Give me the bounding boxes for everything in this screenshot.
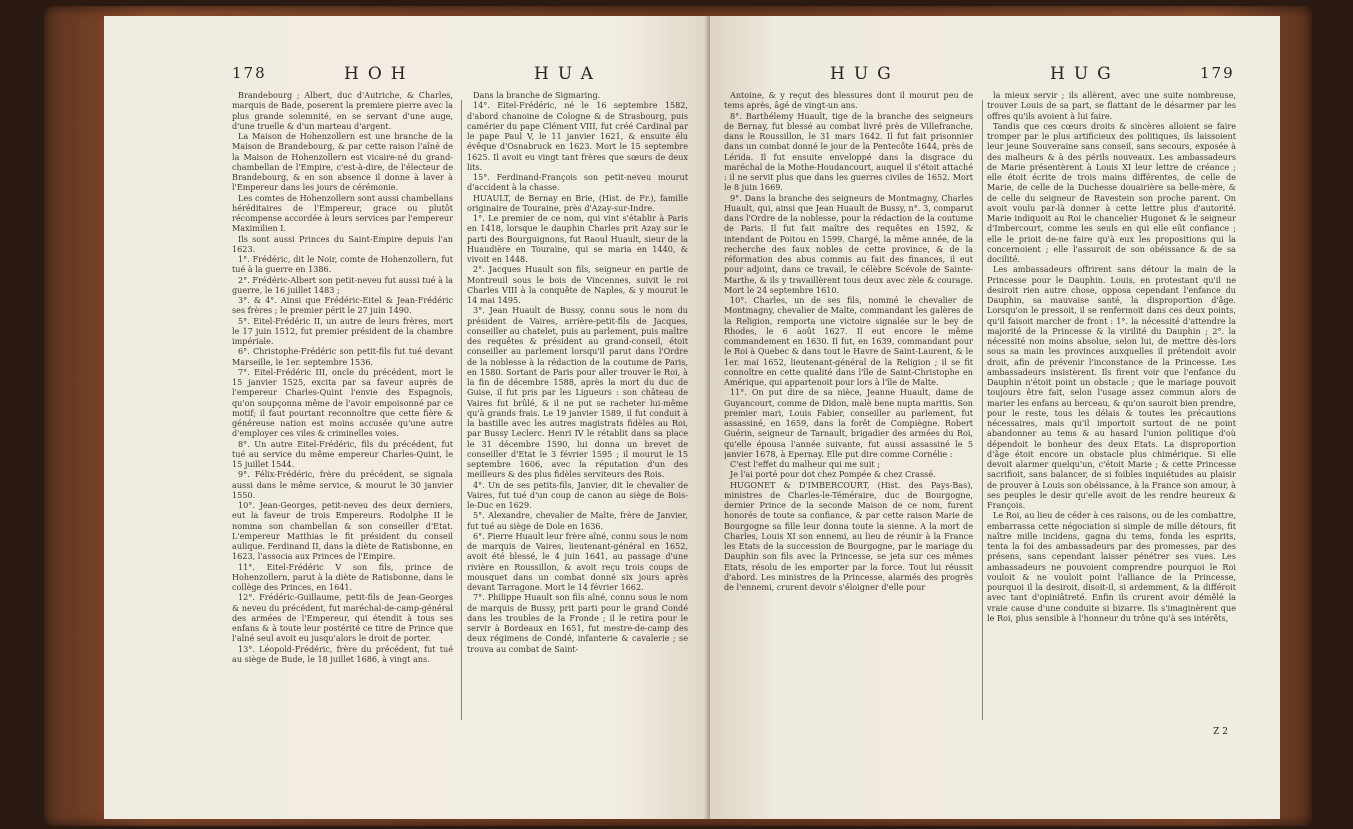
left-page [104, 16, 710, 819]
paragraph: 2°. Jacques Huault son fils, seigneur en partie de Montreuil sous le bois de Vincennes, suivit le roi Charles VIII à la conquête de Naples, & y mourut le 14 mai 1495. [467, 264, 688, 305]
left-column-2 [467, 90, 688, 730]
paragraph: 14°. Eitel-Frédéric, né le 16 septembre 1582, d'abord chanoine de Cologne & de Strasbourg, puis camérier du pape Clément VIII, fut créé Cardinal par le pape Paul V, le 11 janvier 1621, & ensuite élu évêque d'Osnabruck en 1623. Mort le 15 septembre 1625. Il avoit eu vingt tant frères que sœurs de deux lits. [467, 100, 688, 172]
paragraph: Antoine, & y reçut des blessures dont il mourut peu de tems après, âgé de vingt-un ans. [724, 90, 973, 111]
left-page-number: 178 [232, 64, 267, 82]
paragraph: 8°. Un autre Eitel-Frédéric, fils du précédent, fut tué au service du même empereur Charles-Quint, le 15 juillet 1544. [232, 438, 453, 469]
paragraph: HUGONET & D'IMBERCOURT, (Hist. des Pays-Bas), ministres de Charles-le-Téméraire, duc de Bourgogne, dernier Prince de la seconde Maison de ce nom, furent honorés de toute sa confiance, & par cette raison Marie de Bourgogne sa fille leur donna toute la sienne. A la mort de Charles, Louis XI son ennemi, au lieu de réunir à la France les Etats de la succession de Bourgogne, par le mariage du Dauphin son fils avec la Princesse, se jeta sur ces mêmes Etats, résolu de les emporter par la force. Tout lui réussit d'abord. Les ministres de la Princesse, alarmés des progrès de l'ennemi, crurent devoir s'éloigner d'elle pour [724, 479, 973, 592]
right-running-head-1: HUG [830, 64, 900, 84]
right-page [710, 16, 1280, 819]
right-page-number: 179 [1200, 64, 1235, 82]
paragraph: 12°. Frédéric-Guillaume, petit-fils de Jean-Georges & neveu du précédent, fut maréchal-de-camp-général des armées de l'Empereur, qui étendit à tous ses enfans & à toute leur postérité ce titre de Prince que l'aîné seul avoit eu jusqu'alors le droit de porter. [232, 592, 453, 644]
paragraph: 5°. Eitel-Frédéric II, un autre de leurs frères, mort le 17 juin 1512, fut premier président de la chambre impériale. [232, 315, 453, 346]
paragraph: 3°. & 4°. Ainsi que Frédéric-Eitel & Jean-Frédéric ses frères ; le premier périt le 27 juin 1490. [232, 295, 453, 316]
paragraph: Le Roi, au lieu de céder à ces raisons, ou de les combattre, embarrassa cette négociation si simple de mille détours, fit naître mille incidens, gagna du tems, fonda les esprits, tenta la foi des ambassadeurs par des promesses, par des présens, sans cependant laisser pénétrer ses vues. Les ambassadeurs ne pouvoient comprendre pourquoi le Roi vouloit & ne vouloit point l'alliance de la Princesse, pourquoi il la desiroit, disoit-il, si ardemment, & la différoit avec tant d'opiniâtreté. Enfin ils crurent avoir démêlé la vraie cause d'une conduite si bizarre. Ils s'imaginèrent que le Roi, plus sensible à l'honneur du trône qu'à ses intérêts, [987, 510, 1236, 623]
paragraph: Les ambassadeurs offrirent sans détour la main de la Princesse pour le Dauphin. Louis, en protestant qu'il ne desiroit rien autre chose, opposa cependant l'enfance du Dauphin, sa mauvaise santé, la disproportion d'âge. Lorsqu'on le pressoit, il se renfermoit dans ces deux points, qu'il faisoit marcher de front : 1°. la nécessité d'attendre la majorité de la Princesse & la virilité du Dauphin ; 2°. la nécessité non moins absolue, selon lui, de mettre dès-lors sous sa main les provinces auxquelles il prétendoit avoir droit, afin de prévenir l'inconstance de la Princesse. Les ambassadeurs insistèrent. Ils firent voir que l'enfance du Dauphin n'étoit point un obstacle ; que le mariage pouvoit toujours être fait, selon l'usage assez commun alors de marier les enfans au berceau, & qu'on sauroit bien prendre, pour le reste, tous les délais & toutes les précautions nécessaires, mais qu'il importoit surtout de ne point abandonner au tems & au hasard l'union politique d'où dépendoit le bonheur des deux Etats. La disproportion d'âge étoit encore un obstacle plus chimérique. Si elle devoit alarmer quelqu'un, c'étoit Marie ; & cette Princesse sacrifioit, sans balancer, de si foibles inquiétudes au plaisir de prouver à Louis son obéissance, à la France son amour, à ses peuples le desir qu'elle avoit de les rendre heureux & François. [987, 264, 1236, 510]
paragraph: 11°. On put dire de sa nièce, Jeanne Huault, dame de Guyancourt, comme de Didon, malè bene nupta maritis. Son premier mari, Louis Fabier, conseiller au parlement, fut assassiné, en 1659, dans la forêt de Compiègne. Robert Guérin, seigneur de Tarnault, brigadier des armées du Roi, qu'elle épousa l'année suivante, fut aussi assassiné le 5 janvier 1678, à Epernay. Elle put dire comme Cornélie : [724, 387, 973, 459]
paragraph: 1°. Frédéric, dit le Noir, comte de Hohenzollern, fut tué à la guerre en 1386. [232, 254, 453, 275]
paragraph: 11°. Eitel-Frédéric V son fils, prince de Hohenzollern, parut à la diète de Ratisbonne, dans le collège des Princes, en 1641. [232, 561, 453, 592]
paragraph: 1°. Le premier de ce nom, qui vint s'établir à Paris en 1418, lorsque le dauphin Charles prit Azay sur le parti des Bourguignons, fut Raoul Huault, sieur de la Huaudière en Touraine, qui se maria en 1440, & vivoit en 1448. [467, 213, 688, 264]
paragraph: 10°. Jean-Georges, petit-neveu des deux derniers, eut la faveur de trois Empereurs. Rodolphe II le nomma son chambellan & son conseiller d'Etat. L'empereur Matthias le fit président du conseil aulique. Ferdinand II, dans la diète de Ratisbonne, en 1623, l'associa aux Princes de l'Empire. [232, 500, 453, 562]
paragraph: Je l'ai porté pour dot chez Pompée & chez Crassé. [730, 469, 936, 480]
paragraph: HUAULT, de Bernay en Brie, (Hist. de Fr.), famille originaire de Touraine, près d'Azay-sur-Indre. [467, 192, 688, 213]
paragraph: C'est l'effet du malheur qui me suit ; [730, 459, 880, 469]
paragraph: 3°. Jean Huault de Bussy, connu sous le nom du président de Vaires, arrière-petit-fils de Jacques, conseiller au chatelet, puis au parlement, puis maître des requêtes & président au grand-conseil, étoit conseiller au parlement lorsqu'il parut dans l'Ordre de la noblesse à la rédaction de la coutume de Paris, en 1580. Sortant de Paris pour aller trouver le Roi, à la fin de décembre 1588, après la mort du duc de Guise, il fut pris par les Ligueurs : son château de Vaires fut brûlé, & il ne put se racheter lui-même qu'à grands frais. Le 19 janvier 1589, il fut conduit à la bastille avec les autres magistrats fidèles au Roi, par Bussy Leclerc. Henri IV le rétablit dans sa place le 31 décembre 1590, lui donna un brevet de conseiller d'Etat le 3 février 1595 ; il mourut le 15 septembre 1606, avec la réputation d'un des meilleurs & des plus fidèles serviteurs des Rois. [467, 305, 688, 480]
paragraph: 9°. Félix-Frédéric, frère du précédent, se signala aussi dans le même service, & mourut le 30 janvier 1550. [232, 469, 453, 500]
paragraph: 8°. Barthélemy Huault, tige de la branche des seigneurs de Bernay, fut blessé au combat livré près de Villefranche, dans le Roussillon, le 31 mars 1642. Il fut fait prisonnier dans un combat donné le jour de la Pentecôte 1644, près de Lérida. Il fut ensuite enveloppé dans la disgrace du maréchal de la Mothe-Houdancourt, auquel il s'étoit attaché : il ne servit plus que dans les guerres civiles de 1652. Mort le 8 juin 1669. [724, 110, 973, 193]
right-running-head-2: HUG [1050, 64, 1120, 84]
paragraph: 10°. Charles, un de ses fils, nommé le chevalier de Montmagny, chevalier de Malte, commandant les galères de la Religion, remporta une victoire signalée sur le bey de Rhodes, le 6 août 1627. Il eut encore le même commandement en 1630. Il fut, en 1639, commandant pour le Roi à Quebec & dans tout le Havre de Saint-Laurent, & le 1er. mai 1652, lieutenant-général de la Religion ; il se fit connoître en cette qualité dans l'île de Saint-Christophe en Amérique, qui appartenoit pour lors à l'île de Malte. [724, 295, 973, 387]
paragraph: Ils sont aussi Princes du Saint-Empire depuis l'an 1623. [232, 233, 453, 254]
paragraph: la mieux servir ; ils allèrent, avec une suite nombreuse, trouver Louis de sa part, se flattant de le désarmer par les offres qu'ils avoient à lui faire. [987, 90, 1236, 121]
right-column-2 [987, 90, 1236, 730]
book [44, 6, 1312, 826]
paragraph: 4°. Un de ses petits-fils, Janvier, dit le chevalier de Vaires, fut tué d'un coup de canon au siège de Bois-le-Duc en 1629. [467, 479, 688, 510]
paragraph: Dans la branche de Sigmaring. [473, 90, 601, 100]
paragraph: Les comtes de Hohenzollern sont aussi chambellans héréditaires de l'Empereur, grace ou plutôt récompense accordée à leurs services par l'empereur Maximilien I. [232, 192, 453, 234]
paragraph: 2°. Frédéric-Albert son petit-neveu fut aussi tué à la guerre, le 16 juillet 1483 ; [232, 274, 453, 295]
paragraph: 7°. Philippe Huault son fils aîné, connu sous le nom de marquis de Bussy, prit parti pour le grand Condé dans les troubles de la Fronde ; il le retira pour le servir à Bordeaux en 1651, fut mestre-de-camp des deux régimens de Condé, infanterie & cavalerie ; se trouva au combat de Saint- [467, 592, 688, 654]
paragraph: 5°. Alexandre, chevalier de Malte, frère de Janvier, fut tué au siège de Dole en 1636. [467, 510, 688, 531]
paragraph: Tandis que ces cœurs droits & sincères alloient se faire tromper par le plus artificieux des politiques, ils laissoient leur jeune Souveraine sans conseil, sans secours, exposée à des malheurs & à des périls nouveaux. Les ambassadeurs de Marie présentèrent à Louis XI leur lettre de créance ; elle étoit écrite de trois mains différentes, de celle de Marie, de celle de la Duchesse douairière sa belle-mère, & de celle du seigneur de Ravestein son proche parent. On avoit voulu par-là donner à cette lettre plus d'autorité. Marie indiquoit au Roi le chancelier Hugonet & le seigneur d'Imbercourt, comme les seuls en qui elle eût confiance ; elle le prioit de-ne faire qu'à eux les propositions qui la concernoient ; elle l'assuroit de son obéissance & de sa docilité. [987, 120, 1236, 264]
right-columns [724, 90, 1236, 730]
paragraph: 6°. Christophe-Frédéric son petit-fils fut tué devant Marseille, le 1er. septembre 1536. [232, 346, 453, 367]
left-running-head-1: HOH [344, 64, 415, 84]
paragraph: 15°. Ferdinand-François son petit-neveu mourut d'accident à la chasse. [467, 172, 688, 193]
paragraph: Brandebourg ; Albert, duc d'Autriche, & Charles, marquis de Bade, poserent la premiere pierre avec la plus grande solemnité, en se servant d'une auge, d'une truelle & d'un marteau d'argent. [232, 90, 453, 131]
left-running-head-2: HUA [534, 64, 602, 84]
left-columns [232, 90, 688, 730]
paragraph: 7°. Eitel-Frédéric III, oncle du précédent, mort le 15 janvier 1525, excita par sa faveur auprès de l'empereur Charles-Quint l'envie des Espagnols, qu'on soupçonna même de l'avoir empoisonné par ce motif; il faut pourtant reconnoître que cette fière & généreuse nation est moins accusée qu'une autre d'employer ces viles & criminelles voies. [232, 366, 453, 439]
paragraph: La Maison de Hohenzollern est une branche de la Maison de Brandebourg, & par cette raison l'aîné de la Maison de Hohenzollern est vicaire-né du grand-chambellan de l'Empire, c'est-à-dire, de l'électeur de Brandebourg, & en son absence il donne à laver à l'Empereur dans les jours de cérémonie. [232, 131, 453, 193]
signature-mark: Z 2 [1213, 727, 1228, 737]
paragraph: 9°. Dans la branche des seigneurs de Montmagny, Charles Huault, qui, ainsi que Jean Huault de Bussy, n°. 3, comparut dans l'Ordre de la noblesse, pour la rédaction de la coutume de Paris. Il fut fait maître des requêtes en 1592, & intendant de Poitou en 1599. Chargé, la même année, de la recherche des faux nobles de cette province, & de la réformation des abus commis au fait des finances, il eut pour adjoint, dans ce travail, le célèbre Scévole de Sainte-Marthe, & ils y travaillèrent tous deux avec zèle & courage. Mort le 24 septembre 1610. [724, 192, 973, 295]
right-column-1 [724, 90, 973, 730]
paragraph: 13°. Léopold-Frédéric, frère du précédent, fut tué au siège de Bude, le 18 juillet 1686, à vingt ans. [232, 643, 453, 664]
paragraph: 6°. Pierre Huault leur frère aîné, connu sous le nom de marquis de Vaires, lieutenant-général en 1652, avoit été blessé, le 4 juin 1641, au passage d'une rivière en Roussillon, & avoit reçu trois coups de mousquet dans un combat donné six jours après devant Tarragone. Mort le 14 février 1662. [467, 530, 688, 592]
left-column-1 [232, 90, 453, 730]
